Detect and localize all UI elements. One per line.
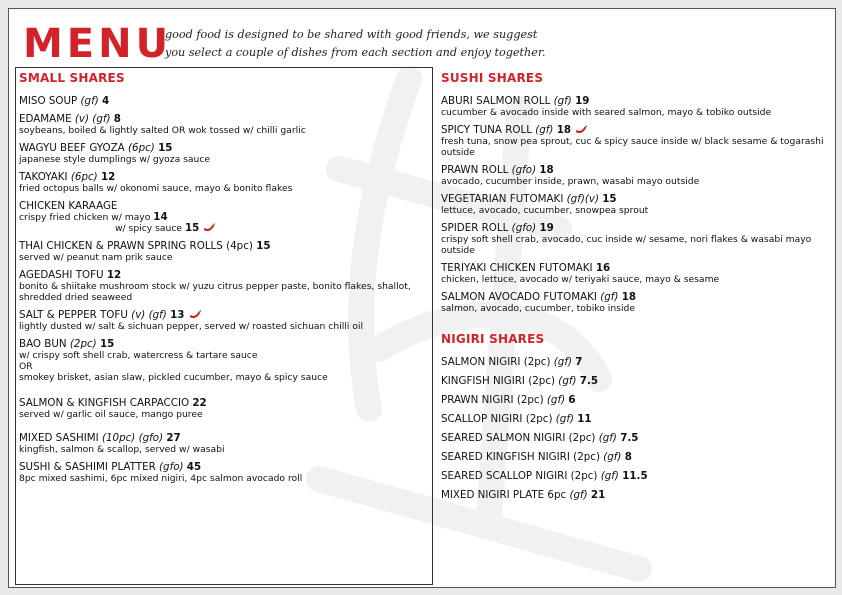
item-price: 11.5 <box>622 470 648 482</box>
item-title <box>19 432 429 444</box>
item-price: 8 <box>624 451 632 463</box>
item-description: lettuce, avocado, cucumber, snowpea sprout <box>441 205 649 216</box>
item-description: w/ crispy soft shell crab, watercress & tartare sauce <box>19 350 258 361</box>
item-or: OR <box>19 361 33 372</box>
menu-item-seared-salmon-nigiri <box>441 432 833 444</box>
item-title <box>19 397 429 409</box>
item-name: MIXED SASHIMI <box>19 432 99 444</box>
menu-item-thai-spring-rolls <box>19 240 429 263</box>
variant-description: w/ spicy sauce <box>115 223 183 234</box>
menu-item-agedashi-tofu <box>19 269 429 303</box>
item-name: SALMON NIGIRI <box>441 356 521 368</box>
section-title-sushi-shares: SUSHI SHARES <box>441 71 544 85</box>
item-title <box>441 262 833 274</box>
item-description: crispy soft shell crab, avocado, cuc inside w/ sesame, nori flakes & wasabi mayo outside <box>441 234 812 256</box>
item-description: avocado, cucumber inside, prawn, wasabi mayo outside <box>441 176 700 187</box>
variant-price: 15 <box>184 222 200 234</box>
tagline-line-1: good food is designed to be shared with good friends, we suggest <box>165 28 538 41</box>
menu-item-spicy-tuna-roll <box>441 124 833 158</box>
menu-item-prawn-roll <box>441 164 833 187</box>
item-tag: (gf) <box>569 489 588 501</box>
item-tag: (gf) <box>558 375 577 387</box>
item-title <box>441 222 833 234</box>
item-name: SALT & PEPPER TOFU <box>19 309 128 321</box>
item-description: served w/ peanut nam prik sauce <box>19 252 173 263</box>
item-price: 27 <box>166 432 181 444</box>
menu-item-wagyu-beef-gyoza <box>19 142 429 165</box>
item-title <box>19 338 429 350</box>
item-price: 7.5 <box>620 432 639 444</box>
item-name: EDAMAME <box>19 113 72 125</box>
item-name: MISO SOUP <box>19 95 78 107</box>
menu-item-sushi-sashimi-platter <box>19 461 429 484</box>
item-title <box>441 164 833 176</box>
item-name: WAGYU BEEF GYOZA <box>19 142 125 154</box>
item-description: soybeans, boiled & lightly salted OR wok tossed w/ chilli garlic <box>19 125 306 136</box>
item-tag: (gf) <box>553 356 572 368</box>
item-variant <box>19 223 429 234</box>
item-description: chicken, lettuce, avocado w/ teriyaki sauce, mayo & sesame <box>441 274 720 285</box>
menu-item-bao-bun <box>19 338 429 383</box>
menu-item-scallop-nigiri <box>441 413 833 425</box>
item-portion: (2pc) <box>516 394 544 406</box>
menu-item-spider-roll <box>441 222 833 256</box>
item-name: VEGETARIAN FUTOMAKI <box>441 193 564 205</box>
item-price: 15 <box>602 193 617 205</box>
item-title <box>19 309 429 321</box>
menu-item-edamame <box>19 113 429 136</box>
item-name: KINGFISH NIGIRI <box>441 375 525 387</box>
item-portion: (2pc) <box>568 432 596 444</box>
item-description: cucumber & avocado inside with seared salmon, mayo & tobiko outside <box>441 107 772 118</box>
menu-item-aburi-salmon-roll <box>441 95 833 118</box>
menu-item-prawn-nigiri <box>441 394 833 406</box>
item-name: TAKOYAKI <box>19 171 68 183</box>
tagline-line-2: you select a couple of dishes from each section and enjoy together. <box>165 46 546 59</box>
item-name: TERIYAKI CHICKEN FUTOMAKI <box>441 262 593 274</box>
item-portion: (2pc) <box>570 470 598 482</box>
menu-item-miso-soup <box>19 95 429 107</box>
item-title <box>19 269 429 281</box>
item-tag: (gf) <box>546 394 566 406</box>
item-tag: (gf) <box>600 291 619 303</box>
menu-item-teriyaki-chicken-futomaki <box>441 262 833 285</box>
item-price: 45 <box>186 461 202 473</box>
item-name: AGEDASHI TOFU <box>19 269 104 281</box>
small-shares-section <box>19 71 429 490</box>
item-tag: (4pc) <box>226 240 253 252</box>
item-tag: (gfo) <box>159 461 184 473</box>
item-description: salmon, avocado, cucumber, tobiko inside <box>441 303 636 314</box>
menu-page <box>8 8 836 588</box>
item-title <box>19 240 429 252</box>
item-title <box>19 461 429 473</box>
menu-item-salmon-nigiri <box>441 356 833 368</box>
item-price: 7.5 <box>579 375 599 387</box>
item-tag: (v) (gf) <box>74 113 111 125</box>
chili-icon <box>204 223 215 232</box>
item-description: 8pc mixed sashimi, 6pc mixed nigiri, 4pc salmon avocado roll <box>19 473 303 484</box>
item-tag: (gf) <box>80 95 99 107</box>
item-description: lightly dusted w/ salt & sichuan pepper, served w/ roasted sichuan chilli oil <box>19 321 364 332</box>
item-description: served w/ garlic oil sauce, mango puree <box>19 409 203 420</box>
item-portion: (2pc) <box>573 451 600 463</box>
item-tag: (v) (gf) <box>131 309 167 321</box>
item-tag: (gf) <box>535 124 554 136</box>
item-title <box>19 142 429 154</box>
item-description-text: crispy fried chicken w/ mayo <box>19 212 151 223</box>
item-title <box>441 95 833 107</box>
item-title <box>441 291 833 303</box>
item-tag: (6pc) <box>128 142 155 154</box>
item-portion: (2pc) <box>523 356 551 368</box>
item-price: 18 <box>539 164 554 176</box>
item-name: SEARED KINGFISH NIGIRI <box>441 451 570 463</box>
item-title <box>441 193 833 205</box>
menu-item-seared-kingfish-nigiri <box>441 451 833 463</box>
menu-item-salmon-kingfish-carpaccio <box>19 397 429 420</box>
item-tag: (2pc) <box>69 338 97 350</box>
item-price: 15 <box>99 338 115 350</box>
item-name: SPIDER ROLL <box>441 222 509 234</box>
item-title <box>19 171 429 183</box>
item-description: kingfish, salmon & scallop, served w/ wasabi <box>19 444 225 455</box>
chili-icon <box>576 125 587 134</box>
item-name: PRAWN NIGIRI <box>441 394 514 406</box>
menu-item-salt-pepper-tofu <box>19 309 429 332</box>
item-price: 13 <box>170 309 185 321</box>
menu-title: MENU <box>23 21 173 67</box>
item-name: THAI CHICKEN & PRAWN SPRING ROLLS <box>19 240 223 252</box>
item-name: SPICY TUNA ROLL <box>441 124 532 136</box>
item-tag: (gf) <box>600 470 619 482</box>
section-title-nigiri-shares: NIGIRI SHARES <box>441 332 545 346</box>
item-price: 8 <box>113 113 121 125</box>
item-name: SUSHI & SASHIMI PLATTER <box>19 461 156 473</box>
item-name: ABURI SALMON ROLL <box>441 95 551 107</box>
item-price: 16 <box>595 262 611 274</box>
item-tag: (10pc) (gfo) <box>101 432 164 444</box>
item-price: 12 <box>106 269 122 281</box>
item-tag: (gf) <box>553 95 572 107</box>
item-tag: (gf) <box>598 432 617 444</box>
tagline <box>165 26 545 62</box>
menu-item-vegetarian-futomaki <box>441 193 833 216</box>
item-price: 15 <box>158 142 173 154</box>
item-tag: (gf) <box>555 413 574 425</box>
section-title-small-shares: SMALL SHARES <box>19 71 125 85</box>
item-price: 18 <box>621 291 637 303</box>
item-price: 7 <box>575 356 583 368</box>
item-price: 19 <box>539 222 554 234</box>
item-title <box>441 124 833 136</box>
item-name: SALMON & KINGFISH CARPACCIO <box>19 397 190 409</box>
item-price: 11 <box>577 413 592 425</box>
item-name: SALMON AVOCADO FUTOMAKI <box>441 291 597 303</box>
item-tag: (6pc) <box>70 171 98 183</box>
item-price: 15 <box>256 240 271 252</box>
item-description: bonito & shiitake mushroom stock w/ yuzu citrus pepper paste, bonito flakes, shallot, shredded dried seaweed <box>19 281 411 303</box>
item-tag: (gf) <box>603 451 622 463</box>
menu-item-chicken-karaage <box>19 200 429 234</box>
item-price: 14 <box>153 211 168 223</box>
item-name: SEARED SCALLOP NIGIRI <box>441 470 568 482</box>
item-tag: (gf)(v) <box>566 193 599 205</box>
menu-item-kingfish-nigiri <box>441 375 833 387</box>
menu-item-salmon-avocado-futomaki <box>441 291 833 314</box>
item-title <box>19 113 429 125</box>
item-name: CHICKEN KARAAGE <box>19 200 118 212</box>
menu-item-mixed-nigiri-plate <box>441 489 833 501</box>
item-name: PRAWN ROLL <box>441 164 509 176</box>
item-description <box>19 212 429 223</box>
item-price: 21 <box>590 489 606 501</box>
menu-item-seared-scallop-nigiri <box>441 470 833 482</box>
item-description: fried octopus balls w/ okonomi sauce, mayo & bonito flakes <box>19 183 293 194</box>
item-tag: (gfo) <box>511 164 537 176</box>
item-name: SEARED SALMON NIGIRI <box>441 432 566 444</box>
item-price: 6 <box>568 394 576 406</box>
chili-icon <box>190 310 201 319</box>
item-description: japanese style dumplings w/ gyoza sauce <box>19 154 211 165</box>
menu-item-mixed-sashimi <box>19 432 429 455</box>
item-price: 4 <box>102 95 110 107</box>
right-column <box>441 71 833 508</box>
item-price: 22 <box>192 397 207 409</box>
item-price: 12 <box>100 171 116 183</box>
item-name: BAO BUN <box>19 338 67 350</box>
item-description-alt: smokey brisket, asian slaw, pickled cucumber, mayo & spicy sauce <box>19 372 328 383</box>
item-price: 19 <box>575 95 590 107</box>
item-name: MIXED NIGIRI PLATE <box>441 489 545 501</box>
item-portion: (2pc) <box>525 413 553 425</box>
item-description: fresh tuna, snow pea sprout, cuc & spicy sauce inside w/ black sesame & togarashi outside <box>441 136 824 158</box>
item-title <box>19 95 429 107</box>
menu-item-takoyaki <box>19 171 429 194</box>
item-portion: (2pc) <box>528 375 556 387</box>
item-portion: 6pc <box>547 489 567 501</box>
item-price: 18 <box>556 124 572 136</box>
item-title <box>19 200 429 212</box>
item-tag: (gfo) <box>511 222 537 234</box>
item-name: SCALLOP NIGIRI <box>441 413 523 425</box>
